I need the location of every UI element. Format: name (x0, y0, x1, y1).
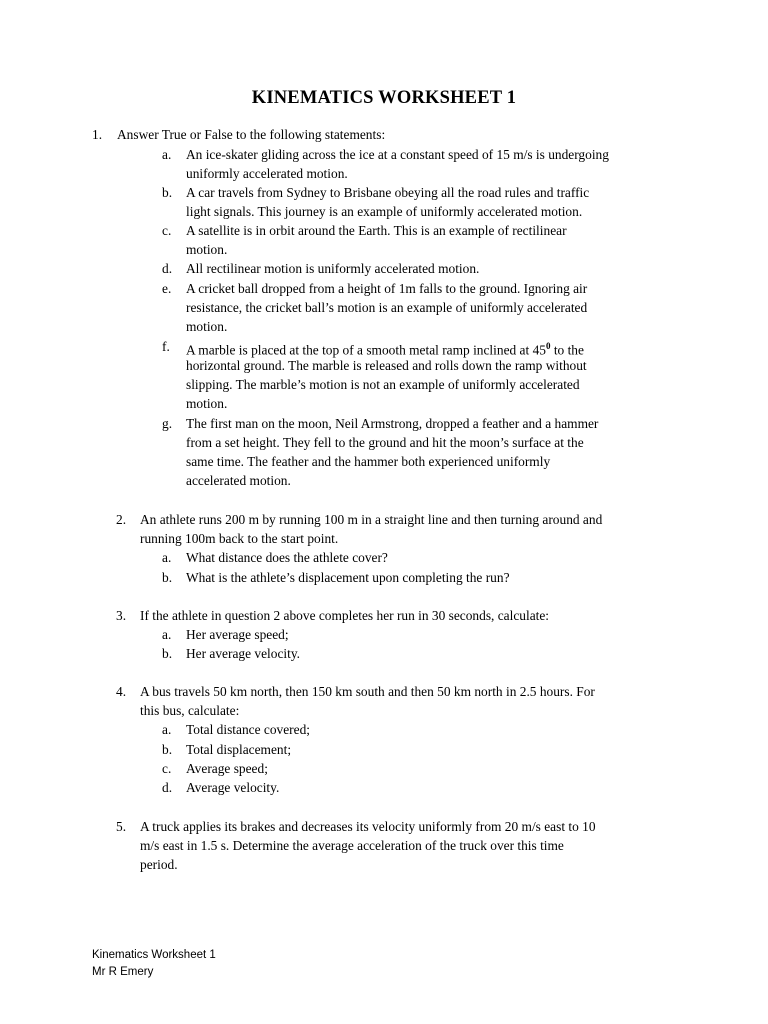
item-text: motion. (186, 396, 228, 411)
question-text: An athlete runs 200 m by running 100 m in a straight line and then turning around and (140, 512, 603, 527)
item-text: A satellite is in orbit around the Earth. This is an example of rectilinear (186, 223, 567, 238)
item-text: light signals. This journey is an example of uniformly accelerated motion. (186, 204, 583, 219)
item-letter: b. (162, 742, 173, 757)
item-text: accelerated motion. (186, 473, 291, 488)
item-text: resistance, the cricket ball’s motion is an example of uniformly accelerated (186, 300, 588, 315)
item-text: A cricket ball dropped from a height of 1m falls to the ground. Ignoring air (186, 281, 588, 296)
item-text: Average speed; (186, 761, 268, 776)
item-text: Total distance covered; (186, 722, 310, 737)
item-text: slipping. The marble’s motion is not an example of uniformly accelerated (186, 377, 580, 392)
item-text: Average velocity. (186, 780, 280, 795)
item-letter: a. (162, 722, 172, 737)
question-text: If the athlete in question 2 above completes her run in 30 seconds, calculate: (140, 608, 550, 623)
question-number: 3. (116, 608, 127, 623)
item-letter: e. (162, 281, 172, 296)
question-number: 4. (116, 684, 127, 699)
page-title: KINEMATICS WORKSHEET 1 (251, 88, 517, 108)
item-text: An ice-skater gliding across the ice at a constant speed of 15 m/s is undergoing (186, 147, 609, 162)
item-letter: b. (162, 570, 173, 585)
item-text: All rectilinear motion is uniformly accelerated motion. (186, 261, 480, 276)
question-text: A truck applies its brakes and decreases its velocity uniformly from 20 m/s east to 10 (140, 819, 596, 834)
item-text: What is the athlete’s displacement upon completing the run? (186, 570, 510, 585)
item-text: Her average speed; (186, 627, 289, 642)
item-text: Total displacement; (186, 742, 292, 757)
footer-author: Mr R Emery (92, 966, 154, 978)
question-text: Answer True or False to the following statements: (117, 127, 386, 142)
item-letter: f. (162, 339, 170, 354)
item-letter: b. (162, 185, 173, 200)
question-text: this bus, calculate: (140, 703, 240, 718)
item-text: horizontal ground. The marble is released and rolls down the ramp without (186, 358, 587, 373)
item-letter: d. (162, 261, 173, 276)
item-text: A marble is placed at the top of a smooth metal ramp inclined at $45^0$ to the (186, 341, 584, 358)
item-text: A car travels from Sydney to Brisbane obeying all the road rules and traffic (186, 185, 590, 200)
item-text: same time. The feather and the hammer both experienced uniformly (186, 454, 551, 469)
item-text: What distance does the athlete cover? (186, 550, 388, 565)
question-number: 5. (116, 819, 127, 834)
item-text: from a set height. They fell to the ground and hit the moon’s surface at the (186, 435, 584, 450)
item-text: Her average velocity. (186, 646, 301, 661)
question-text: period. (140, 857, 178, 872)
item-text: The first man on the moon, Neil Armstrong, dropped a feather and a hammer (186, 416, 599, 431)
item-letter: d. (162, 780, 173, 795)
item-text: motion. (186, 242, 228, 257)
question-text: A bus travels 50 km north, then 150 km south and then 50 km north in 2.5 hours. For (140, 684, 595, 699)
item-text: motion. (186, 319, 228, 334)
degree-superscript: 0 (545, 341, 551, 351)
footer-title: Kinematics Worksheet 1 (92, 949, 216, 961)
item-letter: c. (162, 223, 172, 238)
question-text: running 100m back to the start point. (140, 531, 339, 546)
item-letter: a. (162, 627, 172, 642)
item-letter: g. (162, 416, 173, 431)
item-letter: a. (162, 147, 172, 162)
item-text: uniformly accelerated motion. (186, 166, 348, 181)
item-letter: c. (162, 761, 172, 776)
item-letter: b. (162, 646, 173, 661)
item-letter: a. (162, 550, 172, 565)
question-text: m/s east in 1.5 s. Determine the average acceleration of the truck over this time (140, 838, 564, 853)
question-number: 1. (92, 127, 103, 142)
question-number: 2. (116, 512, 127, 527)
